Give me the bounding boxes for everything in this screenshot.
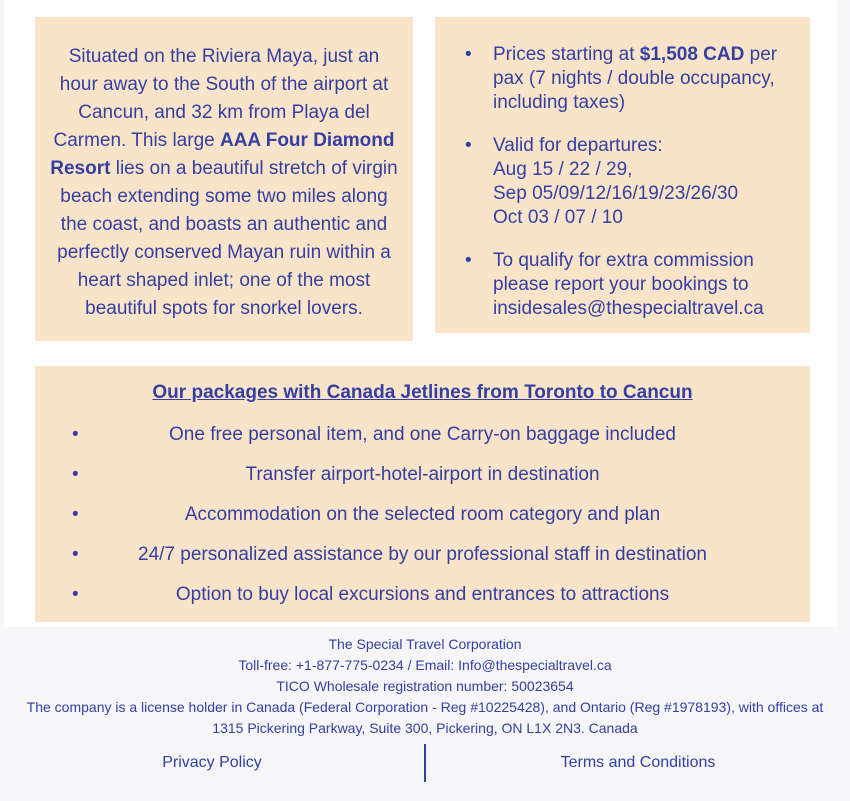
package-item-label: Transfer airport-hotel-airport in destination bbox=[245, 464, 600, 485]
bullet-icon: • bbox=[72, 584, 79, 605]
price-text-before: Prices starting at bbox=[493, 44, 640, 65]
privacy-link-cell bbox=[0, 754, 424, 772]
terms-link-cell bbox=[426, 754, 850, 772]
footer-links-row bbox=[0, 743, 850, 783]
footer bbox=[0, 627, 850, 783]
departure-line-oct: Oct 03 / 07 / 10 bbox=[493, 207, 623, 228]
privacy-policy-link[interactable]: Privacy Policy bbox=[162, 754, 262, 771]
bullet-icon: • bbox=[72, 424, 79, 445]
footer-address-line: 1315 Pickering Parkway, Suite 300, Pickering, ON L1X 2N3. Canada bbox=[212, 720, 638, 736]
intro-text-before: Situated on the Riviera Maya, just an hour away to the South of the airport at Cancun, and 32 km from Playa del Carmen. This large bbox=[53, 46, 389, 151]
footer-company-line: The Special Travel Corporation bbox=[328, 636, 522, 652]
footer-tico-line: TICO Wholesale registration number: 50023654 bbox=[276, 678, 574, 694]
pricing-list bbox=[435, 17, 810, 321]
intro-panel bbox=[35, 17, 413, 341]
departure-line-aug: Aug 15 / 22 / 29, bbox=[493, 159, 633, 180]
bullet-icon: • bbox=[465, 135, 472, 156]
footer-license-line: The company is a license holder in Canada (Federal Corporation - Reg #10225428), and Ontario (Reg #1978193), with offices at bbox=[26, 699, 824, 715]
departures-heading: Valid for departures: bbox=[493, 135, 663, 156]
pricing-item-commission bbox=[435, 249, 802, 321]
footer-contact-line: Toll-free: +1-877-775-0234 / Email: Info@thespecialtravel.ca bbox=[238, 657, 612, 673]
intro-text-bold: AAA Four Diamond Resort bbox=[50, 130, 395, 179]
bullet-icon: • bbox=[465, 250, 472, 271]
bullet-icon: • bbox=[72, 464, 79, 485]
pricing-panel bbox=[435, 17, 810, 333]
package-item-label: Option to buy local excursions and entrances to attractions bbox=[175, 584, 670, 605]
terms-and-conditions-link[interactable]: Terms and Conditions bbox=[560, 754, 716, 771]
price-amount: $1,508 CAD bbox=[639, 44, 745, 65]
package-item-label: 24/7 personalized assistance by our professional staff in destination bbox=[138, 544, 707, 565]
package-item-accommodation bbox=[35, 503, 810, 527]
packages-panel bbox=[35, 366, 810, 622]
intro-text bbox=[50, 43, 398, 323]
packages-list bbox=[35, 423, 810, 607]
email-body bbox=[4, 0, 837, 627]
package-item-label: Accommodation on the selected room category and plan bbox=[184, 504, 661, 525]
commission-text: To qualify for extra commission please report your bookings to insidesales@thespecialtravel.ca bbox=[493, 250, 764, 319]
package-item-transfer bbox=[35, 463, 810, 487]
package-item-baggage bbox=[35, 423, 810, 447]
package-item-label: One free personal item, and one Carry-on baggage included bbox=[169, 424, 676, 445]
package-item-excursions bbox=[35, 583, 810, 607]
intro-text-after: lies on a beautiful stretch of virgin beach extending some two miles along the coast, and boasts an authentic and perfectly conserved Mayan ruin within a heart shaped inlet; one of the most beautiful spots for snorkel lovers. bbox=[57, 158, 398, 319]
bullet-icon: • bbox=[465, 44, 472, 65]
package-item-assistance bbox=[35, 543, 810, 567]
bullet-icon: • bbox=[72, 544, 79, 565]
packages-title: Our packages with Canada Jetlines from Toronto to Cancun bbox=[152, 382, 693, 403]
bullet-icon: • bbox=[72, 504, 79, 525]
departure-line-sep: Sep 05/09/12/16/19/23/26/30 bbox=[493, 183, 739, 204]
price-text-after: per pax (7 nights / double occupancy, including taxes) bbox=[493, 44, 778, 113]
pricing-item-departures bbox=[435, 134, 802, 230]
pricing-item-prices bbox=[435, 43, 802, 115]
